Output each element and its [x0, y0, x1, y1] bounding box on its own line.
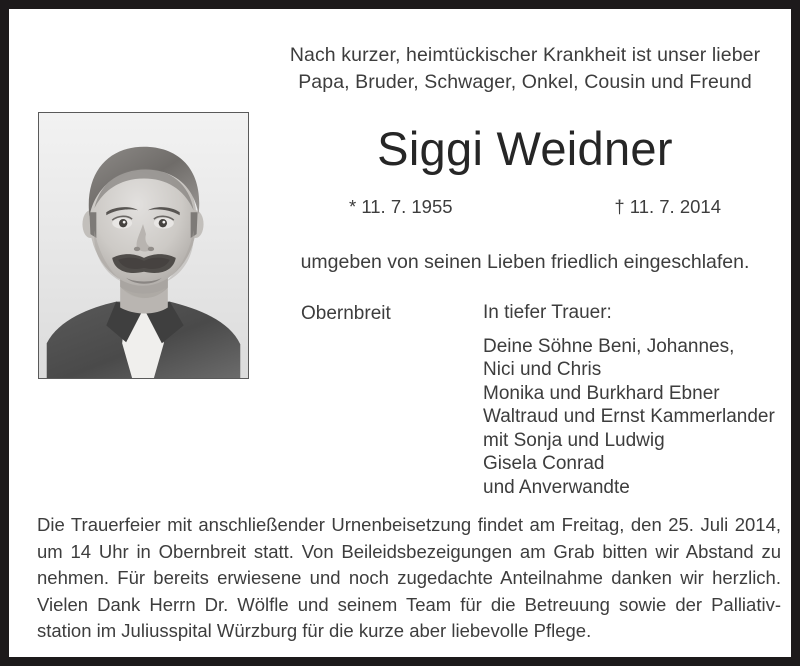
death-date: † 11. 7. 2014 — [614, 196, 721, 217]
intro-text — [275, 42, 775, 96]
place-name: Obernbreit — [301, 303, 391, 324]
list-item: mit Sonja und Ludwig — [483, 429, 665, 451]
footer-line-4: Vielen Dank Herrn Dr. Wölfle und seinem Team für die Betreuung sowie der Palliativ- — [37, 593, 781, 615]
list-item: und Anverwandte — [483, 476, 630, 498]
birth-date: * 11. 7. 1955 — [349, 196, 453, 217]
footer-line-1: Die Trauerfeier mit anschließender Urnenbeisetzung findet am Freitag, den 25. Juli 2014, — [37, 514, 781, 535]
life-dates — [349, 195, 721, 219]
list-item: Nici und Chris — [483, 359, 602, 380]
footer-line-3: nehmen. Für bereits erwiesene und noch zugedachte Anteilnahme danken wir herzlich. — [37, 567, 781, 588]
mourners-block — [483, 301, 783, 499]
funeral-details-text — [37, 512, 781, 645]
intro-line-1: Nach kurzer, heimtückischer Krankheit ist unser lieber — [289, 44, 761, 66]
footer-line-5: station im Juliusspital Würzburg für die kurze aber liebevolle Pflege. — [37, 620, 592, 641]
portrait-illustration — [39, 113, 248, 378]
list-item: Deine Söhne Beni, Johannes, — [483, 335, 735, 357]
list-item: Waltraud und Ernst Kammerlander — [483, 406, 775, 427]
mourners-list — [483, 335, 783, 500]
footer-line-2: um 14 Uhr in Obernbreit statt. Von Beileidsbezeigungen am Grab bitten wir Abstand zu — [37, 540, 781, 562]
list-item: Gisela Conrad — [483, 453, 605, 474]
intro-line-2: Papa, Bruder, Schwager, Onkel, Cousin und Freund — [298, 71, 752, 93]
notice-content — [9, 9, 791, 657]
passing-text: umgeben von seinen Lieben friedlich eingeschlafen. — [300, 251, 750, 273]
list-item: Monika und Burkhard Ebner — [483, 382, 720, 404]
deceased-name: Siggi Weidner — [377, 122, 673, 175]
mourners-title: In tiefer Trauer: — [483, 302, 612, 323]
portrait-photo — [38, 112, 249, 379]
